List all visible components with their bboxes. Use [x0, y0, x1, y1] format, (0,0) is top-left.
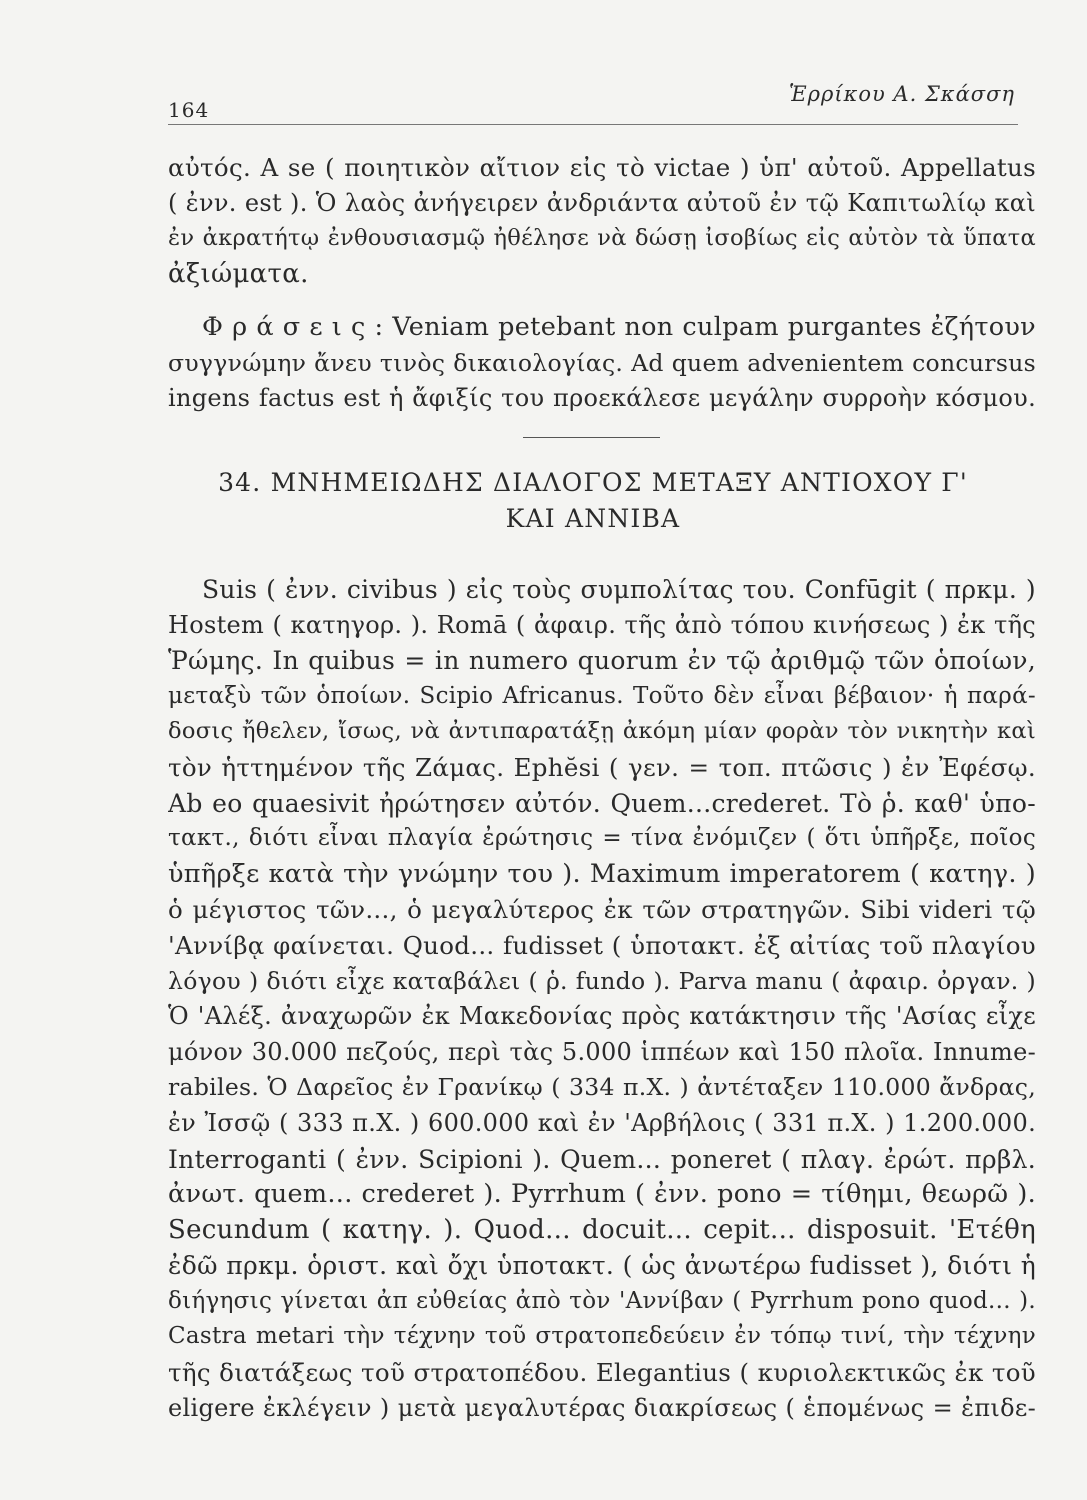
header-rule [168, 124, 1018, 125]
text-line: Ῥώμης. In quibus = in numero quorum ἐν τῷ ἀριθμῷ τῶν ὁποίων, [168, 646, 1036, 676]
paragraph-3-commentary [168, 572, 1036, 1426]
text-line: eligere ἐκλέγειν ) μετὰ μεγαλυτέρας διακρίσεως ( ἑπομένως = ἐπιδε- [168, 1393, 1036, 1422]
text-line: rabiles. Ὁ Δαρεῖος ἐν Γρανίκῳ ( 334 π.Χ. ) ἀντέταξεν 110.000 ἄνδρας, [168, 1073, 1036, 1102]
paragraph-1 [168, 150, 1036, 292]
text-line: μόνον 30.000 πεζούς, περὶ τὰς 5.000 ἱππέων καὶ 150 πλοῖα. Innume- [168, 1037, 1036, 1066]
text-line: ὑπῆρξε κατὰ τὴν γνώμην του ). Maximum imperatorem ( κατηγ. ) [168, 858, 1036, 889]
section-title-line-2: ΚΑΙ ΑΝΝΙΒΑ [505, 504, 681, 533]
section-title-line-1: 34. ΜΝΗΜΕΙΩΔΗΣ ΔΙΑΛΟΓΟΣ ΜΕΤΑΞΥ ΑΝΤΙΟΧΟΥ Γ' [218, 468, 968, 497]
text-line: ἀνωτ. quem... crederet ). Pyrrhum ( ἐνν. pono = τίθημι, θεωρῶ ). [168, 1179, 1036, 1210]
text-line: ἐν ἀκρατήτῳ ἐνθουσιασμῷ ἠθέλησε νὰ δώσῃ ἰσοβίως εἰς αὐτὸν τὰ ὕπατα [168, 225, 1036, 252]
section-heading [168, 465, 1018, 537]
text-line: Secundum ( κατηγ. ). Quod... docuit... cepit... disposuit. 'Ετέθη [168, 1214, 1036, 1245]
text-line: τακτ., διότι εἶναι πλαγία ἐρώτησις = τίνα ἐνόμιζεν ( ὅτι ὑπῆρξε, ποῖος [168, 825, 1036, 852]
text-line: ( ἐνν. est ). Ὁ λαὸς ἀνήγειρεν ἀνδριάντα αὐτοῦ ἐν τῷ Καπιτωλίῳ καὶ [168, 188, 1036, 217]
text-line: διήγησις γίνεται ἀπ εὐθείας ἀπὸ τὸν 'Αννίβαν ( Pyrrhum pono quod... ). [168, 1287, 1036, 1314]
text-line: Φ ρ ά σ ε ι ς : Veniam petebant non culpam purgantes ἐζήτουν [202, 312, 1036, 342]
page-number: 164 [168, 98, 210, 122]
text-line: λόγου ) διότι εἶχε καταβάλει ( ῥ. fundo ). Parva manu ( ἀφαιρ. ὀργαν. ) [168, 966, 1036, 995]
text-line: ἐν Ἰσσῷ ( 333 π.Χ. ) 600.000 καὶ ἐν 'Αρβήλοις ( 331 π.Χ. ) 1.200.000. [168, 1108, 1036, 1137]
text-line: Castra metari τὴν τέχνην τοῦ στρατοπεδεύειν ἐν τόπῳ τινί, τὴν τέχνην [168, 1323, 1036, 1350]
paragraph-2-phrases [168, 310, 1036, 417]
text-line: ingens factus est ἡ ἄφιξίς του προεκάλεσε μεγάλην συρροὴν κόσμου. [168, 384, 1036, 413]
text-line: Interroganti ( ἐνν. Scipioni ). Quem... poneret ( πλαγ. ἐρώτ. πρβλ. [168, 1144, 1036, 1174]
text-line: συγγνώμην ἄνευ τινὸς δικαιολογίας. Ad quem advenientem concursus [168, 348, 1036, 377]
text-line: Suis ( ἐνν. civibus ) εἰς τοὺς συμπολίτας του. Confūgit ( πρκμ. ) [202, 575, 1036, 604]
text-line: ὁ μέγιστος τῶν..., ὁ μεγαλύτερος ἐκ τῶν στρατηγῶν. Sibi videri τῷ [168, 895, 1036, 925]
text-line: ἀξιώματα. [168, 258, 309, 289]
text-line: Ὁ 'Αλέξ. ἀναχωρῶν ἐκ Μακεδονίας πρὸς κατάκτησιν τῆς 'Ασίας εἶχε [168, 1002, 1036, 1031]
section-divider [523, 437, 660, 438]
text-line: Ab eo quaesivit ἠρώτησεν αὐτόν. Quem...crederet. Τὸ ῥ. καθ' ὑπο- [168, 788, 1036, 818]
text-line: ἐδῶ πρκμ. ὁριστ. καὶ ὄχι ὑποτακτ. ( ὡς ἀνωτέρω fudisset ), διότι ἡ [168, 1251, 1036, 1281]
text-line: δοσις ἤθελεν, ἴσως, νὰ ἀντιπαρατάξῃ ἀκόμη μίαν φορὰν τὸν νικητὴν καὶ [168, 718, 1036, 745]
text-line: τῆς διατάξεως τοῦ στρατοπέδου. Elegantius ( κυριολεκτικῶς ἐκ τοῦ [168, 1358, 1036, 1388]
text-line: αὐτός. A se ( ποιητικὸν αἴτιον εἰς τὸ victae ) ὑπ' αὐτοῦ. Appellatus [168, 153, 1036, 182]
text-line: Hostem ( κατηγορ. ). Romā ( ἀφαιρ. τῆς ἀπὸ τόπου κινήσεως ) ἐκ τῆς [168, 610, 1036, 639]
text-line: τὸν ἡττημένον τῆς Ζάμας. Ephĕsi ( γεν. = τοπ. πτῶσις ) ἐν Ἐφέσῳ. [168, 752, 1036, 782]
text-line: μεταξὺ τῶν ὁποίων. Scipio Africanus. Τοῦτο δὲν εἶναι βέβαιον· ἡ παρά- [168, 682, 1036, 709]
running-header: Ἑρρίκου Α. Σκάσση [788, 82, 1015, 106]
text-line: 'Αννίβᾳ φαίνεται. Quod... fudisset ( ὑποτακτ. ἐξ αἰτίας τοῦ πλαγίου [168, 930, 1036, 960]
